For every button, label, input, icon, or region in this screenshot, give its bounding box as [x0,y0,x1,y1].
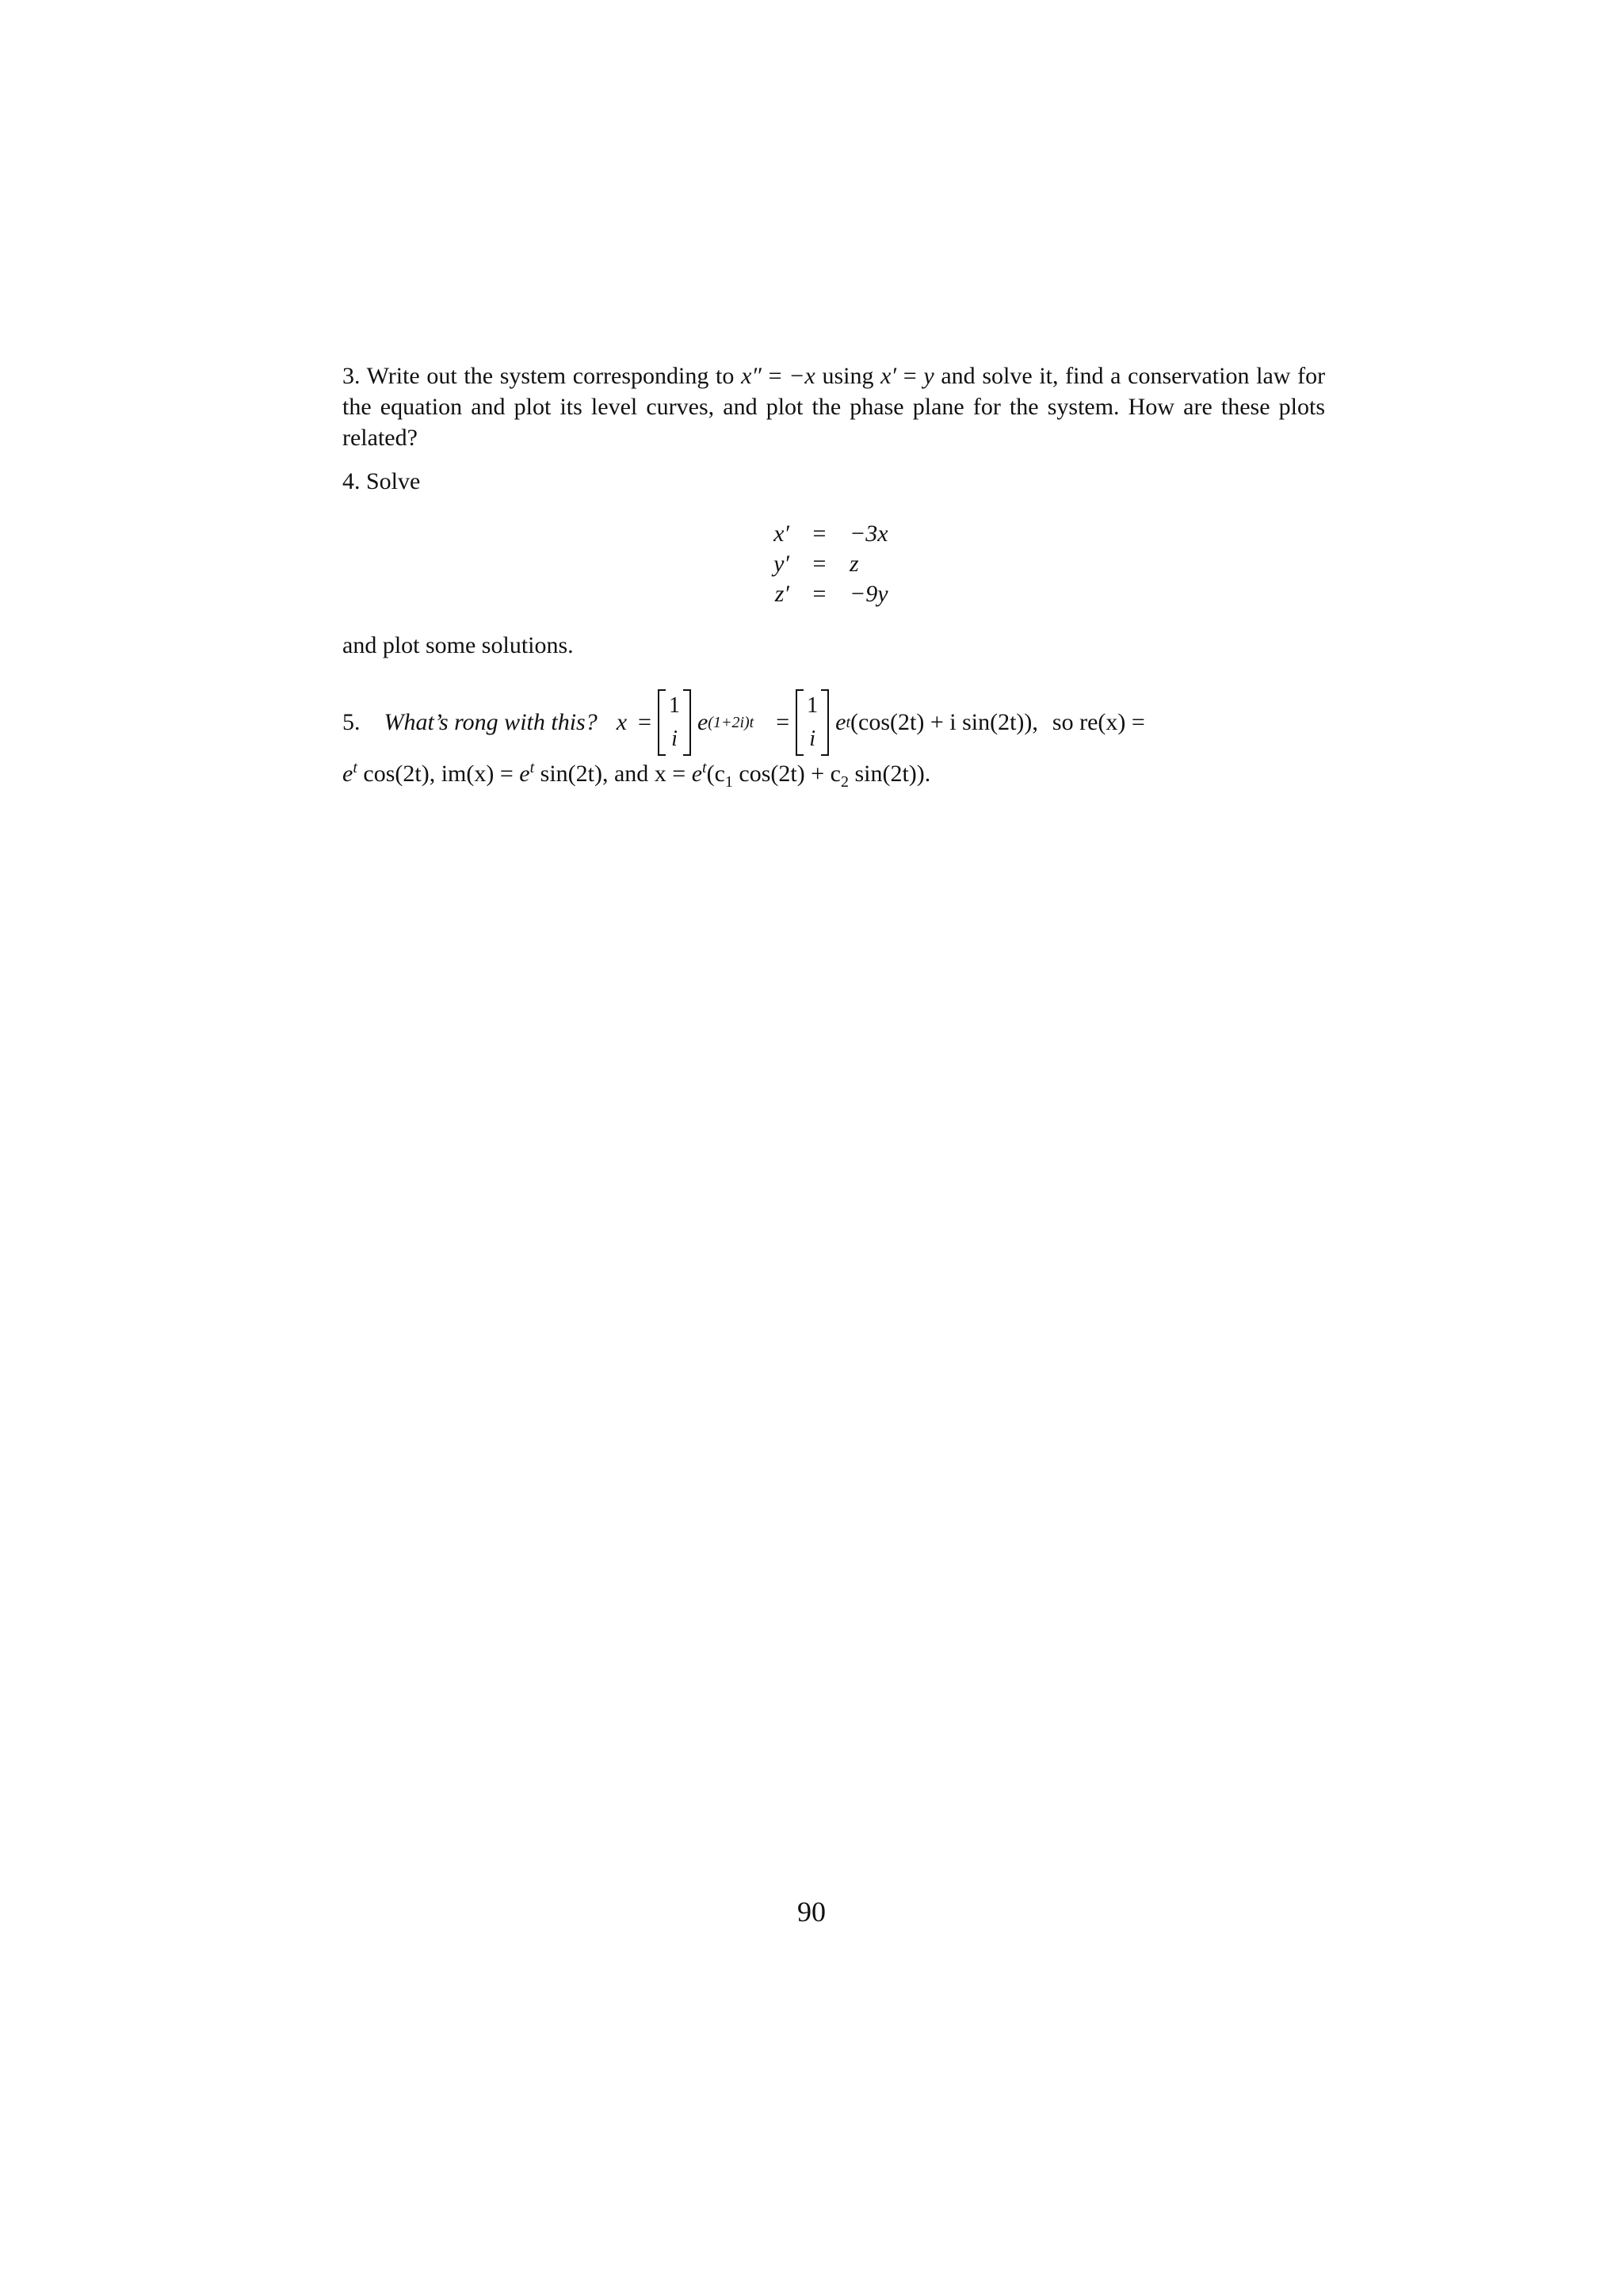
system-equals: = [812,581,827,607]
line2-power: t [353,759,357,776]
left-bracket [658,689,666,756]
problem-4 [342,466,1325,497]
problem-5-so: so re(x) = [1052,709,1145,735]
problem-4-intro: Solve [366,468,421,494]
system-equals: = [812,521,827,547]
problem-3-eq2-lhs: x′ [880,363,897,389]
problem-3-eq2-rhs: y [923,363,934,389]
line2-c2: cos(2t) + c [739,761,841,787]
vector-entry: i [809,727,816,751]
problem-5-equals: = [638,709,651,735]
right-bracket [821,689,829,756]
problem-3-eq1-eq: = [768,363,782,389]
problem-3-number: 3. [342,363,361,389]
vector-entries [666,689,683,756]
right-bracket [683,689,691,756]
line2-c3: sin(2t)). [854,761,931,787]
vector-entries [804,689,821,756]
exp-base: e [697,709,708,735]
problem-5-x-var: x [616,709,628,735]
line2-base: e [342,761,353,787]
problem-3-eq2-eq: = [903,363,917,389]
problem-5-question: What’s rong with this? [384,709,598,735]
problem-4-after: and plot some solutions. [342,632,574,658]
problem-3-using: using [822,363,874,389]
system-rhs: z [850,551,859,577]
system-rhs: −9y [850,581,888,607]
left-bracket [796,689,804,756]
vector-entry: 1 [668,693,680,718]
system-row [745,519,976,549]
problem-5-equals-2: = [776,709,790,735]
system-lhs: z′ [774,581,789,607]
line2-c-base: e [691,761,703,787]
equation-system [745,519,976,609]
problem-5-line-2 [342,759,1325,789]
system-equals: = [812,551,827,577]
line2-b: sin(2t), and x = [540,761,686,787]
line2-c-power: t [702,759,707,776]
vector-matrix [658,689,691,756]
line2-b-base: e [519,761,530,787]
vector-matrix-2 [796,689,829,756]
system-rhs: −3x [850,521,888,547]
line2-c1: (c [706,761,725,787]
problem-4-number: 4. [342,468,361,494]
problem-3-eq1-rhs: −x [789,363,815,389]
problem-5-line-1: 5. What’s rong with this? x = 1 i e (1+2i)t = 1 i e t (cos(2t) + i sin(2t)), so re(x) = [342,686,1325,759]
problem-3 [342,360,1325,453]
system-lhs: x′ [773,521,789,547]
problem-3-eq1-lhs: x″ [741,363,762,389]
problem-5 [342,686,1325,789]
vector-entry: 1 [807,693,819,718]
vector-entry: i [671,727,678,751]
line2-a: cos(2t), im(x) = [363,761,514,787]
system-row [745,579,976,609]
problem-3-text-a: Write out the system corresponding to [366,363,735,389]
line2-b-power: t [529,759,535,776]
problem-5-number: 5. [342,709,361,735]
expansion-rest: (cos(2t) + i sin(2t)), [850,709,1038,735]
line2-c1-sub: 1 [724,773,733,791]
problem-3-text-b: and solve it, find a conservation law for the equation and plot its level curves, and plot the phase plane for the system. How are these plots related? [342,363,1326,451]
system-lhs: y′ [773,551,789,577]
expansion-base: e [835,709,846,735]
page-number: 90 [797,1896,826,1928]
system-row [745,549,976,579]
line2-c2-sub: 2 [840,773,849,791]
